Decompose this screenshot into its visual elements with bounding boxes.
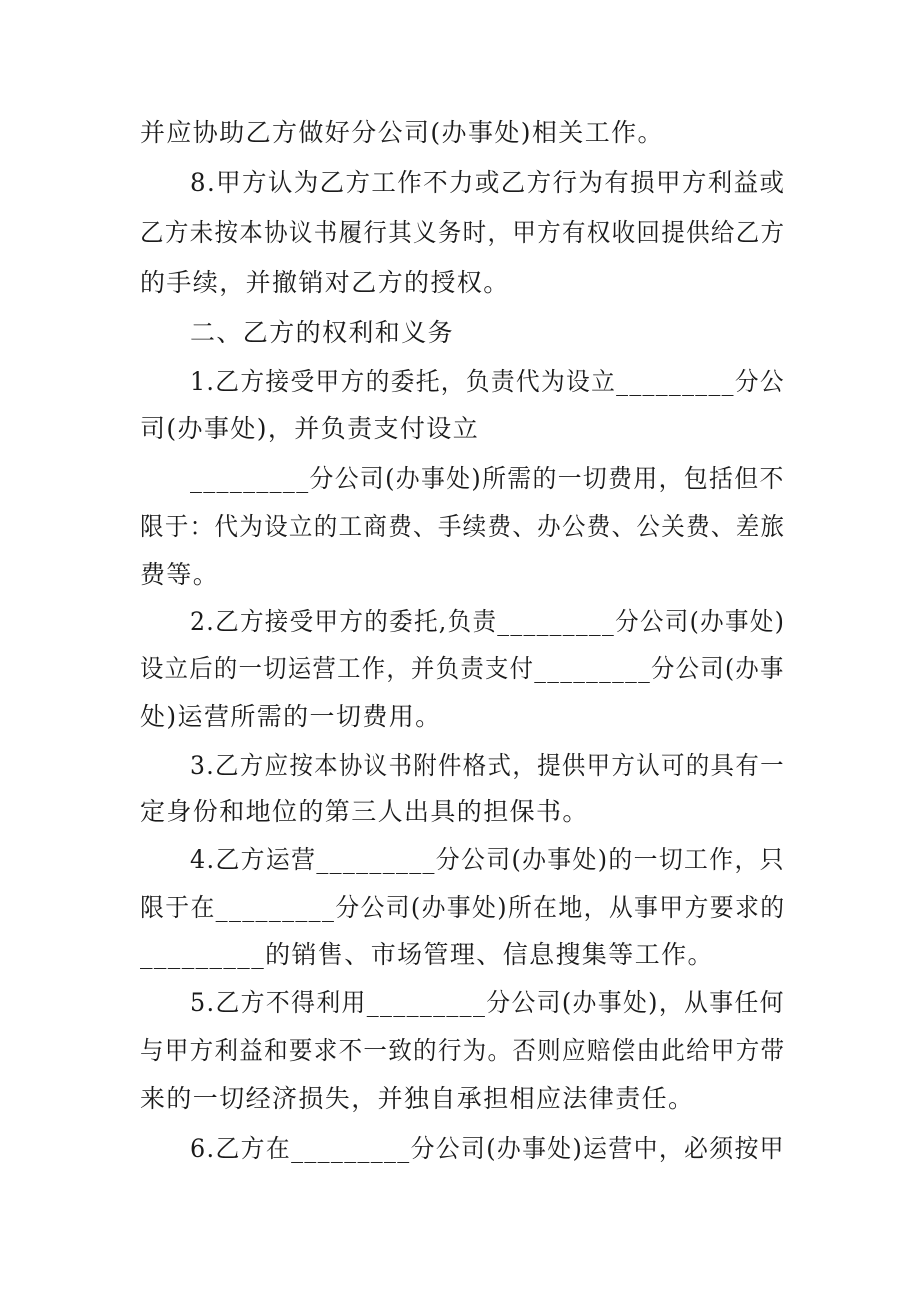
text-line: _________的销售、市场管理、信息搜集等工作。: [140, 940, 714, 969]
text-line: 处)运营所需的一切费用。: [140, 702, 442, 731]
text-line: 乙方未按本协议书履行其义务时，甲方有权收回提供给乙方: [140, 218, 786, 247]
text-line: 司(办事处)，并负责支付设立: [140, 414, 480, 443]
section-heading: 二、乙方的权利和义务: [190, 318, 455, 347]
text-line: 并应协助乙方做好分公司(办事处)相关工作。: [140, 118, 664, 147]
text-line: 2.乙方接受甲方的委托,负责_________分公司(办事处): [190, 607, 786, 636]
text-line: 设立后的一切运营工作，并负责支付_________分公司(办事: [140, 654, 785, 683]
text-line: 4.乙方运营_________分公司(办事处)的一切工作，只: [190, 845, 785, 874]
text-line: 的手续，并撤销对乙方的授权。: [140, 268, 510, 297]
text-line: 5.乙方不得利用_________分公司(办事处)，从事任何: [190, 988, 785, 1017]
text-line: 1.乙方接受甲方的委托，负责代为设立_________分公: [190, 367, 785, 396]
text-line: 限于：代为设立的工商费、手续费、办公费、公关费、差旅: [140, 512, 786, 541]
text-line: _________分公司(办事处)所需的一切费用，包括但不: [190, 464, 785, 493]
text-line: 3.乙方应按本协议书附件格式，提供甲方认可的具有一: [190, 751, 785, 780]
text-line: 费等。: [140, 560, 220, 589]
text-line: 与甲方利益和要求不一致的行为。否则应赔偿由此给甲方带: [140, 1036, 786, 1065]
text-line: 6.乙方在_________分公司(办事处)运营中，必须按甲: [190, 1134, 785, 1163]
text-line: 8.甲方认为乙方工作不力或乙方行为有损甲方利益或: [190, 168, 786, 197]
text-line: 限于在_________分公司(办事处)所在地，从事甲方要求的: [140, 893, 786, 922]
text-line: 定身份和地位的第三人出具的担保书。: [140, 797, 589, 826]
text-line: 来的一切经济损失，并独自承担相应法律责任。: [140, 1084, 695, 1113]
